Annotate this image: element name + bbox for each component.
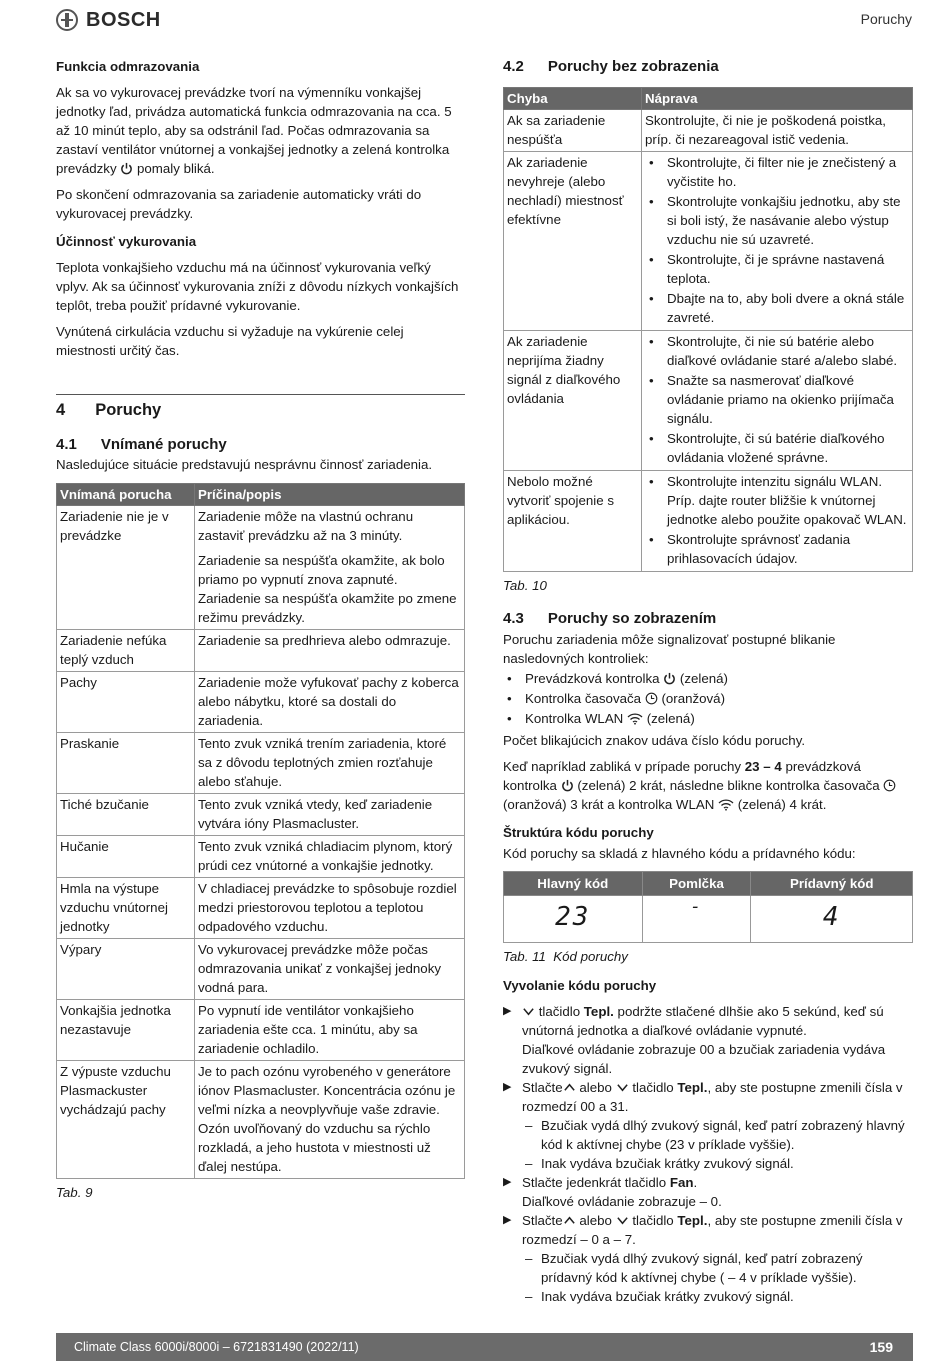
- step-2-note: – Inak vydáva bzučiak krátky zvukový signál.: [503, 1154, 913, 1173]
- step-1: ▶ tlačidlo Tepl. podržte stlačené dlhšie ako 5 sekúnd, keď sú vnútorná jednotka a diaľkové ovládanie vypnuté. Diaľkové ovládanie zobrazuje 00 a bzučiak zariadenia vydáva zvukový signál.: [503, 1002, 913, 1078]
- table-11-header: Prídavný kód: [751, 872, 913, 896]
- table-9-caption: Tab. 9: [56, 1185, 93, 1200]
- cause-cell: [195, 836, 465, 878]
- remedy-text: Skontrolujte, či nie je poškodená poistka, príp. či nezareagoval istič vedenia.: [645, 113, 886, 147]
- table-row: [57, 630, 465, 672]
- table-9: [56, 483, 465, 1179]
- table-11: [503, 871, 913, 943]
- issue-cell: Zariadenie nie je v prevádzke: [57, 506, 195, 630]
- issue-cell: Praskanie: [57, 733, 195, 794]
- chapter-heading: 4 Poruchy: [56, 401, 162, 419]
- section-4-3-intro: Poruchu zariadenia môže signalizovať postupné blikanie nasledovných kontroliek:: [503, 632, 836, 666]
- section-4-2-heading: 4.2 Poruchy bez zobrazenia: [503, 58, 719, 75]
- bosch-armature-icon: [56, 9, 78, 31]
- remedy-list: [645, 332, 909, 467]
- cause-cell: [195, 794, 465, 836]
- table-row: [57, 672, 465, 733]
- table-9-header: Príčina/popis: [195, 484, 465, 506]
- list-item: • Kontrolka časovača (oranžová): [503, 689, 913, 708]
- example-text: Keď napríklad zabliká v prípade poruchy 23 – 4 prevádzková kontrolka (zelená) 2 krát, následne blikne kontrolka časovača (oranžová) 3 krát a kontrolka WLAN (zelená) 4 krát.: [503, 757, 913, 814]
- defrost-title: Funkcia odmrazovania: [56, 59, 200, 74]
- issue-cell: Hmla na výstupe vzduchu vnútornej jednotky: [57, 878, 195, 939]
- table-row: [504, 152, 913, 331]
- table-row: [57, 836, 465, 878]
- error-cell: Nebolo možné vytvoriť spojenie s aplikáciou.: [504, 471, 642, 572]
- cause-cell: [195, 630, 465, 672]
- error-cell: Ak sa zariadenie nespúšťa: [504, 110, 642, 152]
- remedy-list: [645, 153, 909, 327]
- section-4-1-heading: 4.1 Vnímané poruchy: [56, 436, 227, 453]
- code-structure-title: Štruktúra kódu poruchy: [503, 825, 654, 840]
- chevron-down-icon: [616, 1081, 629, 1094]
- additional-code-display: 4: [822, 902, 841, 932]
- table-row: [504, 471, 913, 572]
- table-row: [57, 1061, 465, 1179]
- step-2: ▶ Stlačte alebo tlačidlo Tepl., aby ste postupne zmenili čísla v rozmedzí 00 a 31.: [503, 1080, 903, 1114]
- defrost-paragraph-1: Ak sa vo vykurovacej prevádzke tvorí na výmenníku vonkajšej jednotky ľad, privádza automatická funkcia odmrazovania na cca. 5 až 10 minút teplo, aby sa odstránil ľad. Počas odmrazovania sa zastaví ventilátor vnútornej a vonkajšej jednotky a zelená kontrolka prevádzky pomaly bliká.: [56, 85, 452, 176]
- table-row: [57, 878, 465, 939]
- clock-icon: [883, 779, 896, 792]
- wifi-icon: [718, 798, 734, 811]
- issue-cell: Tiché bzučanie: [57, 794, 195, 836]
- table-11-header: Pomlčka: [642, 872, 751, 896]
- main-code-display: 23: [555, 902, 591, 932]
- error-cell: Ak zariadenie nevyhreje (alebo nechladí) miestnosť efektívne: [504, 152, 642, 331]
- remedy-cell: [642, 471, 913, 572]
- table-10: [503, 87, 913, 572]
- step-arrow-icon: ▶: [503, 1005, 512, 1017]
- section-4-3-heading: 4.3 Poruchy so zobrazením: [503, 610, 717, 627]
- defrost-paragraph-2: Po skončení odmrazovania sa zariadenie automaticky vráti do vykurovacej prevádzky.: [56, 187, 422, 221]
- cause-text: Zariadenie sa nespúšťa okamžite, ak bolo priamo po vypnutí znova zapnuté. Zariadenie sa nespúšťa okamžite po zmene režimu prevádzky.: [198, 553, 457, 625]
- cause-text: Je to pach ozónu vyrobeného v generátore iónov Plasmacluster. Koncentrácia ozónu je veľmi nízka a neovplyvňuje vaše zdravie. Ozón uvoľňovaný do vzduchu sa rýchlo rozkladá, a jeho hustota v miestnosti už ďalej nestúpa.: [198, 1064, 456, 1174]
- table-10-header: Chyba: [504, 88, 642, 110]
- list-item: • Kontrolka WLAN (zelená): [503, 709, 913, 728]
- document-id: Climate Class 6000i/8000i – 6721831490 (2022/11): [74, 1340, 359, 1354]
- step-4-note: – Bzučiak vydá dlhý zvukový signál, keď patrí zobrazený prídavný kód k aktívnej chybe ( – 4 v príklade vyššie).: [503, 1249, 913, 1287]
- page-footer: [56, 1333, 913, 1361]
- table-10-body: [504, 110, 913, 572]
- page-number: 159: [869, 1339, 893, 1355]
- efficiency-paragraph-1: Teplota vonkajšieho vzduchu má na účinnosť vykurovania veľký vplyv. Ak sa účinnosť vykurovania zníži z dôvodu nízkych vonkajších teplôt, treba použiť prídavné vykurovanie.: [56, 260, 459, 313]
- table-row: [57, 1000, 465, 1061]
- cause-text: Po vypnutí ide ventilátor vonkajšieho zariadenia ešte cca. 1 minútu, aby sa zariadenie ochladilo.: [198, 1003, 418, 1056]
- step-arrow-icon: ▶: [503, 1214, 512, 1226]
- table-11-header: Hlavný kód: [504, 872, 643, 896]
- table-9-header: Vnímaná porucha: [57, 484, 195, 506]
- efficiency-title: Účinnosť vykurovania: [56, 234, 197, 249]
- cause-cell: [195, 506, 465, 630]
- table-row: [57, 733, 465, 794]
- cause-text: Vo vykurovacej prevádzke môže počas odmrazovania unikať z vonkajšej jednoky vodná para.: [198, 942, 441, 995]
- list-item: • Skontrolujte, či je správne nastavená teplota.: [645, 250, 909, 288]
- list-item: • Skontrolujte, či sú batérie diaľkového ovládania vložené správne.: [645, 429, 909, 467]
- cause-text: Zariadenie sa predhrieva alebo odmrazuje.: [198, 633, 451, 648]
- step-arrow-icon: ▶: [503, 1081, 512, 1093]
- remedy-cell: [642, 110, 913, 152]
- issue-cell: Hučanie: [57, 836, 195, 878]
- list-item: • Snažte sa nasmerovať diaľkové ovládanie priamo na okienko prijímača signálu.: [645, 371, 909, 428]
- cause-cell: [195, 878, 465, 939]
- list-item: • Skontrolujte správnosť zadania prihlasovacích údajov.: [645, 530, 909, 568]
- list-item: • Dbajte na to, aby boli dvere a okná stále zavreté.: [645, 289, 909, 327]
- cause-text: Zariadenie može vyfukovať pachy z koberca alebo nábytku, ktoré sa dostali do zariadenia.: [198, 675, 459, 728]
- table-10-caption: Tab. 10: [503, 578, 547, 593]
- blink-count-text: Počet blikajúcich znakov udáva číslo kódu poruchy.: [503, 733, 806, 748]
- chevron-up-icon: [563, 1081, 576, 1094]
- cause-text: Zariadenie môže na vlastnú ochranu zastaviť prevádzku až na 3 minúty.: [198, 509, 414, 543]
- lamp-list: [503, 669, 913, 728]
- table-row: [504, 331, 913, 471]
- step-2-note: – Bzučiak vydá dlhý zvukový signál, keď patrí zobrazený hlavný kód k aktívnej chybe (23 v príklade vyššie).: [503, 1116, 913, 1154]
- chevron-up-icon: [563, 1214, 576, 1227]
- error-cell: Ak zariadenie neprijíma žiadny signál z diaľkového ovládania: [504, 331, 642, 471]
- cause-text: V chladiacej prevádzke to spôsobuje rozdiel medzi priestorovou teplotou a teplotou odpadového vzduchu.: [198, 881, 457, 934]
- cause-cell: [195, 1000, 465, 1061]
- power-icon: [561, 779, 574, 792]
- bosch-logo: [56, 7, 161, 33]
- left-column: [56, 57, 465, 1202]
- table-10-header: Náprava: [642, 88, 913, 110]
- chapter-rule: [56, 394, 465, 395]
- dash-display: -: [690, 896, 703, 917]
- table-11-caption: Tab. 11 Kód poruchy: [503, 949, 628, 964]
- remedy-list: [645, 472, 909, 568]
- cause-cell: [195, 1061, 465, 1179]
- recall-title: Vyvolanie kódu poruchy: [503, 978, 657, 993]
- table-row: [57, 794, 465, 836]
- power-icon: [663, 672, 676, 685]
- cause-text: Tento zvuk vzniká chladiacim plynom, ktorý prúdi cez vnútorné a vonkajšie jednotky.: [198, 839, 453, 873]
- brand-name: BOSCH: [86, 8, 161, 31]
- remedy-cell: [642, 331, 913, 471]
- cause-cell: [195, 672, 465, 733]
- cause-cell: [195, 939, 465, 1000]
- code-structure-text: Kód poruchy sa skladá z hlavného kódu a prídavného kódu:: [503, 846, 856, 861]
- issue-cell: Z výpuste vzduchu Plasmackuster vychádzajú pachy: [57, 1061, 195, 1179]
- issue-cell: Zariadenie nefúka teplý vzduch: [57, 630, 195, 672]
- table-row: [57, 939, 465, 1000]
- list-item: • Prevádzková kontrolka (zelená): [503, 669, 913, 688]
- step-arrow-icon: ▶: [503, 1176, 512, 1188]
- step-1-result: Diaľkové ovládanie zobrazuje 00 a bzučiak zariadenia vydáva zvukový signál.: [522, 1042, 886, 1076]
- cause-text: Tento zvuk vzniká vtedy, keď zariadenie vytvára ióny Plasmacluster.: [198, 797, 433, 831]
- right-column: [503, 57, 913, 1306]
- step-3-result: Diaľkové ovládanie zobrazuje – 0.: [522, 1194, 722, 1209]
- issue-cell: Pachy: [57, 672, 195, 733]
- list-item: • Skontrolujte, či filter nie je znečistený a vyčistite ho.: [645, 153, 909, 191]
- clock-icon: [645, 692, 658, 705]
- list-item: • Skontrolujte vonkajšiu jednotku, aby ste si boli istý, že nasávanie alebo výstup vzduchu nie sú uzavreté.: [645, 192, 909, 249]
- remedy-cell: [642, 152, 913, 331]
- step-4-note: – Inak vydáva bzučiak krátky zvukový signál.: [503, 1287, 913, 1306]
- table-row: [504, 110, 913, 152]
- list-item: • Skontrolujte intenzitu signálu WLAN. Príp. dajte router bližšie k vnútornej jednotke alebo použite opakovač WLAN.: [645, 472, 909, 529]
- chevron-down-icon: [616, 1214, 629, 1227]
- cause-text: Tento zvuk vzniká trením zariadenia, ktoré sa z dôvodu teplotných zmien rozťahuje alebo sťahuje.: [198, 736, 447, 789]
- issue-cell: Vonkajšia jednotka nezastavuje: [57, 1000, 195, 1061]
- step-4: ▶ Stlačte alebo tlačidlo Tepl., aby ste postupne zmenili čísla v rozmedzí – 0 a – 7.: [503, 1213, 903, 1247]
- step-3: ▶ Stlačte jedenkrát tlačidlo Fan. Diaľkové ovládanie zobrazuje – 0.: [503, 1173, 913, 1211]
- cause-cell: [195, 733, 465, 794]
- list-item: • Skontrolujte, či nie sú batérie alebo diaľkové ovládanie staré a/alebo slabé.: [645, 332, 909, 370]
- section-header: Poruchy: [860, 11, 912, 27]
- section-4-1-intro: Nasledujúce situácie predstavujú nesprávnu činnosť zariadenia.: [56, 457, 433, 472]
- table-9-body: [57, 506, 465, 1179]
- efficiency-paragraph-2: Vynútená cirkulácia vzduchu si vyžaduje na vykúrenie celej miestnosti určitý čas.: [56, 324, 404, 358]
- issue-cell: Výpary: [57, 939, 195, 1000]
- chevron-down-icon: [522, 1005, 535, 1018]
- wifi-icon: [627, 712, 643, 725]
- power-icon: [120, 162, 133, 175]
- table-row: [57, 506, 465, 630]
